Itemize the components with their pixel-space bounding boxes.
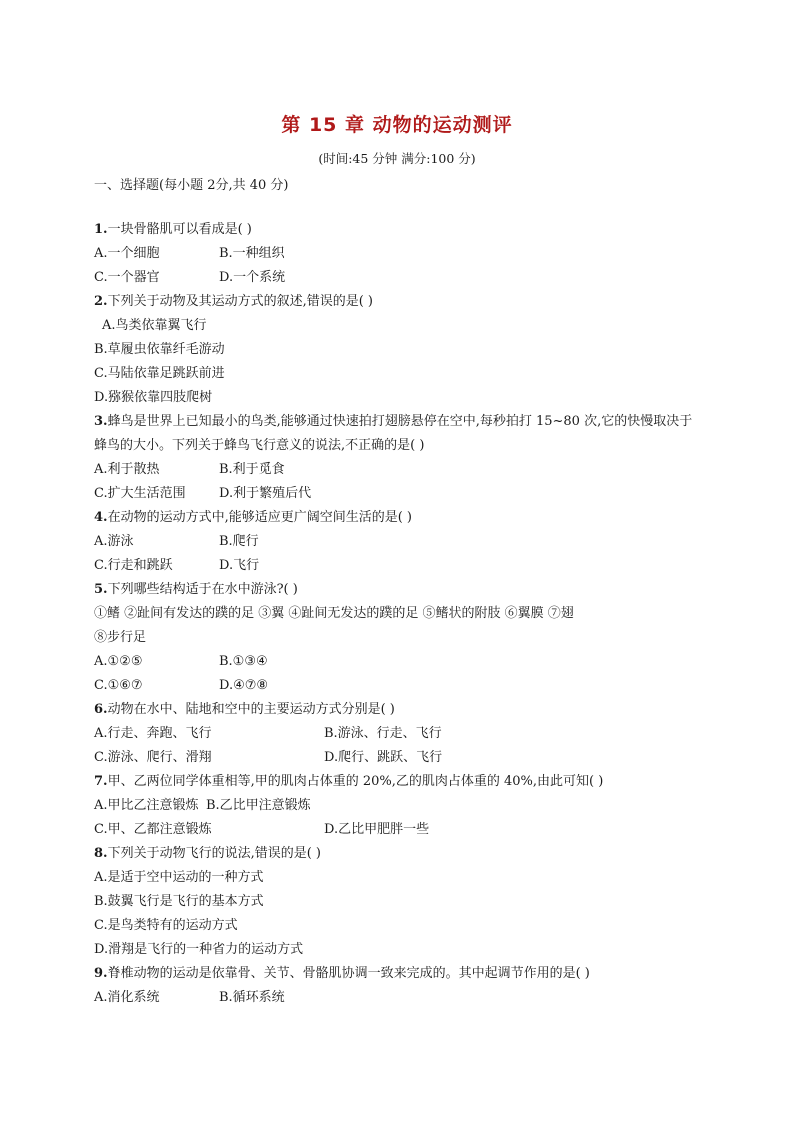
question-5 bbox=[94, 578, 704, 698]
question-3 bbox=[94, 410, 704, 506]
page-title: 第 15 章 动物的运动测评 bbox=[281, 114, 513, 136]
option-a: A.利于散热 bbox=[94, 462, 160, 477]
question-text: 甲、乙两位同学体重相等,甲的肌肉占体重的 20%,乙的肌肉占体重的 40%,由此可知( ) bbox=[107, 774, 604, 789]
option-c: C.游泳、爬行、滑翔 bbox=[94, 750, 212, 765]
question-text: 在动物的运动方式中,能够适应更广阔空间生活的是( ) bbox=[107, 510, 412, 525]
option-d: D.④⑦⑧ bbox=[219, 678, 269, 693]
option-b: B.游泳、行走、飞行 bbox=[324, 726, 442, 741]
option-d: D.爬行、跳跃、飞行 bbox=[324, 750, 443, 765]
option-d: D.飞行 bbox=[219, 558, 260, 573]
option-d: D.滑翔是飞行的一种省力的运动方式 bbox=[94, 942, 304, 957]
option-d: D.一个系统 bbox=[219, 270, 286, 285]
question-1 bbox=[94, 218, 704, 290]
option-c: C.甲、乙都注意锻炼 bbox=[94, 822, 212, 837]
option-c: C.行走和跳跃 bbox=[94, 558, 173, 573]
option-c: C.马陆依靠足跳跃前进 bbox=[94, 366, 225, 381]
option-b: B.①③④ bbox=[219, 654, 268, 669]
question-text: 下列哪些结构适于在水中游泳?( ) bbox=[107, 582, 298, 597]
question-number: 4. bbox=[94, 510, 108, 525]
question-number: 9. bbox=[94, 966, 108, 981]
question-7 bbox=[94, 770, 704, 842]
question-number: 1. bbox=[94, 222, 108, 237]
option-c: C.扩大生活范围 bbox=[94, 486, 186, 501]
option-a: A.行走、奔跑、飞行 bbox=[94, 726, 212, 741]
option-b: B.爬行 bbox=[219, 534, 259, 549]
question-number: 5. bbox=[94, 582, 108, 597]
question-number: 2. bbox=[94, 294, 108, 309]
question-text: 脊椎动物的运动是依靠骨、关节、骨骼肌协调一致来完成的。其中起调节作用的是( ) bbox=[107, 966, 590, 981]
question-number: 8. bbox=[94, 846, 108, 861]
option-a: A.甲比乙注意锻炼 bbox=[94, 798, 199, 813]
question-number: 7. bbox=[94, 774, 108, 789]
question-number: 6. bbox=[94, 702, 108, 717]
question-9 bbox=[94, 962, 704, 1010]
option-d: D.利于繁殖后代 bbox=[219, 486, 312, 501]
question-number: 3. bbox=[94, 414, 108, 429]
question-list bbox=[94, 218, 704, 1010]
option-c: C.是鸟类特有的运动方式 bbox=[94, 918, 238, 933]
question-4 bbox=[94, 506, 704, 578]
question-text: 动物在水中、陆地和空中的主要运动方式分别是( ) bbox=[107, 702, 395, 717]
question-text: 蜂鸟是世界上已知最小的鸟类,能够通过快速拍打翅膀悬停在空中,每秒拍打 15~80 次,它的快慢取决于蜂鸟的大小。下列关于蜂鸟飞行意义的说法,不正确的是( ) bbox=[94, 414, 693, 453]
question-text: 一块骨骼肌可以看成是( ) bbox=[107, 222, 252, 237]
option-b: B.一种组织 bbox=[219, 246, 285, 261]
option-b: B.循环系统 bbox=[219, 990, 285, 1005]
question-text: 下列关于动物及其运动方式的叙述,错误的是( ) bbox=[107, 294, 373, 309]
question-8 bbox=[94, 842, 704, 962]
option-b: B.鼓翼飞行是飞行的基本方式 bbox=[94, 894, 264, 909]
option-d: D.乙比甲肥胖一些 bbox=[324, 822, 430, 837]
option-c: C.一个器官 bbox=[94, 270, 160, 285]
section-heading: 一、选择题(每小题 2分,共 40 分) bbox=[94, 178, 289, 193]
option-c: C.①⑥⑦ bbox=[94, 678, 143, 693]
option-a: A.是适于空中运动的一种方式 bbox=[94, 870, 264, 885]
question-text: 下列关于动物飞行的说法,错误的是( ) bbox=[107, 846, 321, 861]
option-a: A.①②⑤ bbox=[94, 654, 143, 669]
option-b: B.草履虫依靠纤毛游动 bbox=[94, 342, 225, 357]
option-b: B.乙比甲注意锻炼 bbox=[206, 798, 311, 813]
option-d: D.猕猴依靠四肢爬树 bbox=[94, 390, 213, 405]
structure-list-cont: ⑧步行足 bbox=[94, 630, 147, 645]
question-6 bbox=[94, 698, 704, 770]
question-2 bbox=[94, 290, 704, 410]
structure-list: ①鳍 ②趾间有发达的蹼的足 ③翼 ④趾间无发达的蹼的足 ⑤鳍状的附肢 ⑥翼膜 ⑦翅 bbox=[94, 606, 574, 621]
option-a: A.鸟类依靠翼飞行 bbox=[102, 318, 207, 333]
option-a: A.一个细胞 bbox=[94, 246, 160, 261]
option-a: A.消化系统 bbox=[94, 990, 160, 1005]
option-b: B.利于觅食 bbox=[219, 462, 285, 477]
option-a: A.游泳 bbox=[94, 534, 134, 549]
exam-info: (时间:45 分钟 满分:100 分) bbox=[318, 151, 476, 166]
